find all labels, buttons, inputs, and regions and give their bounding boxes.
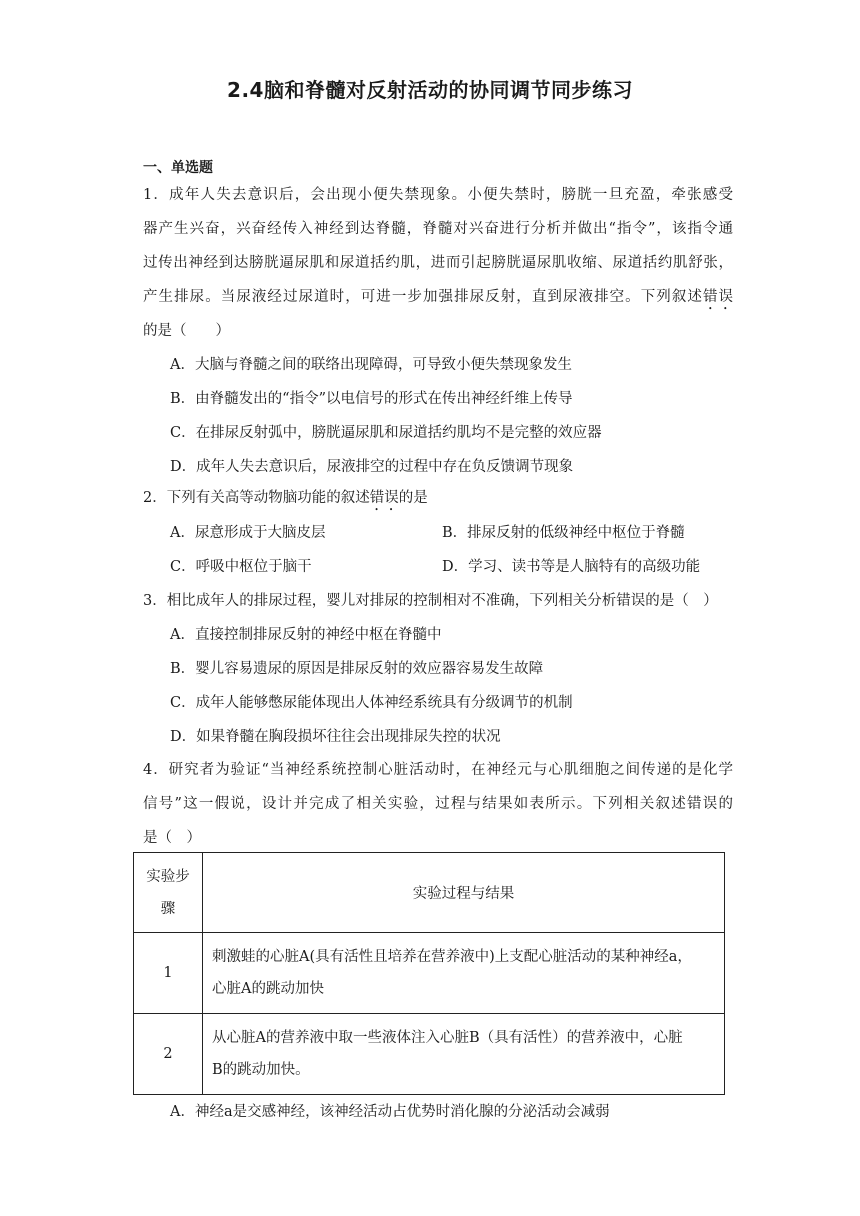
table-row	[134, 933, 725, 1014]
q3-stem: 3．相比成年人的排尿过程，婴儿对排尿的控制相对不准确，下列相关分析错误的是（ ）	[143, 593, 718, 609]
header-step-line: 骤	[160, 900, 176, 917]
q1-stem-line: 器产生兴奋，兴奋经传入神经到达脊髓，脊髓对兴奋进行分析并做出“指令”，该指令通	[143, 221, 733, 237]
q4-stem-line: 信号”这一假说，设计并完成了相关实验，过程与结果如表所示。下列相关叙述错误的	[143, 796, 733, 812]
q2-emphasis: 错误	[369, 490, 399, 506]
table-header-row	[134, 853, 725, 933]
result-cell	[203, 933, 725, 1014]
result-text	[203, 1014, 724, 1094]
q2-option-b[interactable]: B．排尿反射的低级神经中枢位于脊髓	[442, 525, 685, 541]
q4-stem-end: 是（ ）	[143, 830, 201, 846]
q2-stem-tail: 的是	[398, 490, 428, 506]
q3-option-c[interactable]: C．成年人能够憋尿能体现出人体神经系统具有分级调节的机制	[170, 695, 573, 711]
result-line: 刺激蛙的心脏A(具有活性且培养在营养液中)上支配心脏活动的某种神经a，	[212, 949, 692, 965]
q1-option-b[interactable]: B．由脊髓发出的“指令”以电信号的形式在传出神经纤维上传导	[170, 391, 573, 407]
experiment-table	[133, 852, 725, 1095]
result-text	[203, 933, 724, 1013]
q1-stem-text: 产生排尿。当尿液经过尿道时，可进一步加强排尿反射，直到尿液排空。下列叙述	[143, 289, 703, 305]
q2-stem	[143, 488, 428, 514]
q2-option-c[interactable]: C．呼吸中枢位于脑干	[170, 559, 312, 575]
q4-stem-line: 4．研究者为验证“当神经系统控制心脏活动时，在神经元与心肌细胞之间传递的是化学	[143, 762, 733, 778]
step-cell: 1	[134, 933, 203, 1014]
q2-option-a[interactable]: A．尿意形成于大脑皮层	[170, 525, 326, 541]
q1-stem-end: 的是（ ）	[143, 323, 230, 339]
result-line: B的跳动加快。	[212, 1062, 310, 1078]
q3-option-a[interactable]: A．直接控制排尿反射的神经中枢在脊髓中	[170, 627, 442, 643]
q1-stem-line: 1．成年人失去意识后，会出现小便失禁现象。小便失禁时，膀胱一旦充盈，牵张感受	[143, 187, 733, 203]
q3-option-d[interactable]: D．如果脊髓在胸段损坏往往会出现排尿失控的状况	[170, 729, 501, 745]
q2-stem-text: 2．下列有关高等动物脑功能的叙述	[143, 490, 370, 506]
table-row	[134, 1014, 725, 1095]
page-title: 2.4脑和脊髓对反射活动的协同调节同步练习	[227, 78, 633, 102]
q1-option-a[interactable]: A．大脑与脊髓之间的联络出现障碍，可导致小便失禁现象发生	[170, 357, 572, 373]
q1-stem-line: 过传出神经到达膀胱逼尿肌和尿道括约肌，进而引起膀胱逼尿肌收缩、尿道括约肌舒张，	[143, 255, 733, 271]
result-line: 心脏A的跳动加快	[212, 981, 324, 997]
result-cell	[203, 1014, 725, 1095]
q3-option-b[interactable]: B．婴儿容易遗尿的原因是排尿反射的效应器容易发生故障	[170, 661, 544, 677]
q1-option-c[interactable]: C．在排尿反射弧中，膀胱逼尿肌和尿道括约肌均不是完整的效应器	[170, 425, 602, 441]
q1-stem-line	[143, 287, 733, 313]
q1-emphasis: 错误	[702, 289, 734, 305]
result-line: 从心脏A的营养液中取一些液体注入心脏B（具有活性）的营养液中，心脏	[212, 1030, 683, 1046]
q2-option-d[interactable]: D．学习、读书等是人脑特有的高级功能	[442, 559, 701, 575]
q1-option-d[interactable]: D．成年人失去意识后，尿液排空的过程中存在负反馈调节现象	[170, 459, 574, 475]
header-step-line: 实验步	[146, 868, 190, 885]
step-cell: 2	[134, 1014, 203, 1095]
header-step-cell	[134, 853, 203, 933]
q4-option-a[interactable]: A．神经a是交感神经，该神经活动占优势时消化腺的分泌活动会减弱	[170, 1104, 610, 1120]
header-main-cell: 实验过程与结果	[203, 853, 725, 933]
section-heading: 一、单选题	[143, 160, 213, 176]
